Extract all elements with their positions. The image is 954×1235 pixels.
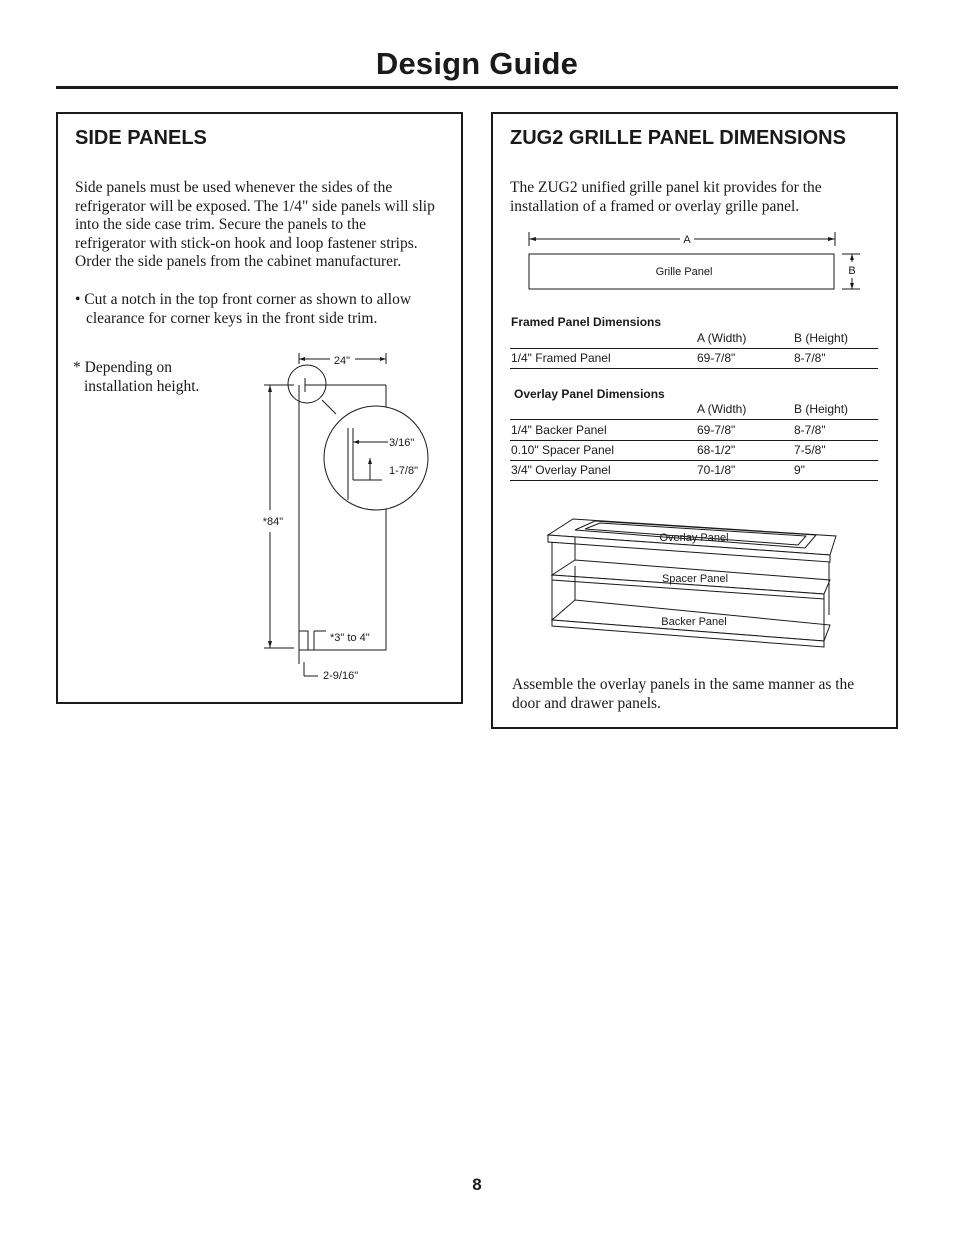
width-24-label: 24" — [333, 355, 351, 367]
notch-width-label: 3/16" — [389, 437, 415, 449]
height-84-label: *84" — [262, 516, 284, 528]
page-title: Design Guide — [375, 46, 579, 81]
overlay-row-name: 0.10" Spacer Panel — [511, 443, 614, 457]
grille-footer: Assemble the overlay panels in the same manner as the door and drawer panels. — [512, 676, 855, 712]
grille-panel-label: Grille Panel — [655, 266, 713, 278]
overlay-row-a: 68-1/2" — [697, 443, 736, 457]
spacer-panel-label: Spacer Panel — [661, 573, 729, 585]
overlay-col-b: B (Height) — [794, 402, 849, 416]
dim-b-label: B — [848, 265, 856, 277]
framed-row-a: 69-7/8" — [697, 351, 736, 365]
overlay-row-name: 3/4" Overlay Panel — [511, 463, 611, 477]
overlay-panel-label: Overlay Panel — [659, 532, 729, 544]
side-panels-paragraph: Side panels must be used whenever the sides of the refrigerator will be exposed. The 1/4" side panels will slip into the side case trim. Secure the panels to the refrigerator with stick-on hook and loop fastener strips. Order the side panels from the cabinet manufacturer. — [75, 179, 435, 271]
overlay-row-b: 9" — [794, 463, 805, 477]
overlay-row-name: 1/4" Backer Panel — [511, 423, 607, 437]
overlay-title: Overlay Panel Dimensions — [514, 387, 665, 401]
backer-panel-label: Backer Panel — [661, 616, 727, 628]
side-panels-bullet: • Cut a notch in the top front corner as shown to allow clearance for corner keys in the front side trim. — [75, 291, 412, 327]
overlay-row-a: 69-7/8" — [697, 423, 736, 437]
framed-col-a: A (Width) — [697, 331, 747, 345]
overlay-row-b: 8-7/8" — [794, 423, 826, 437]
grille-heading: ZUG2 GRILLE PANEL DIMENSIONS — [510, 127, 846, 149]
overlay-row-b: 7-5/8" — [794, 443, 826, 457]
framed-col-b: B (Height) — [794, 331, 849, 345]
bottom-gap-label: *3" to 4" — [330, 632, 370, 644]
framed-row-b: 8-7/8" — [794, 351, 826, 365]
page-number: 8 — [472, 1175, 482, 1194]
framed-row-name: 1/4" Framed Panel — [511, 351, 611, 365]
framed-title: Framed Panel Dimensions — [511, 315, 662, 329]
notch-height-label: 1-7/8" — [389, 465, 418, 477]
grille-intro: The ZUG2 unified grille panel kit provides for the installation of a framed or overlay grille panel. — [510, 179, 822, 215]
dim-a-label: A — [683, 234, 691, 246]
overlay-col-a: A (Width) — [697, 402, 747, 416]
bottom-offset-label: 2-9/16" — [323, 670, 359, 682]
side-panels-footnote: * Depending on installation height. — [73, 359, 200, 395]
overlay-row-a: 70-1/8" — [697, 463, 736, 477]
side-panels-heading: SIDE PANELS — [75, 127, 207, 149]
